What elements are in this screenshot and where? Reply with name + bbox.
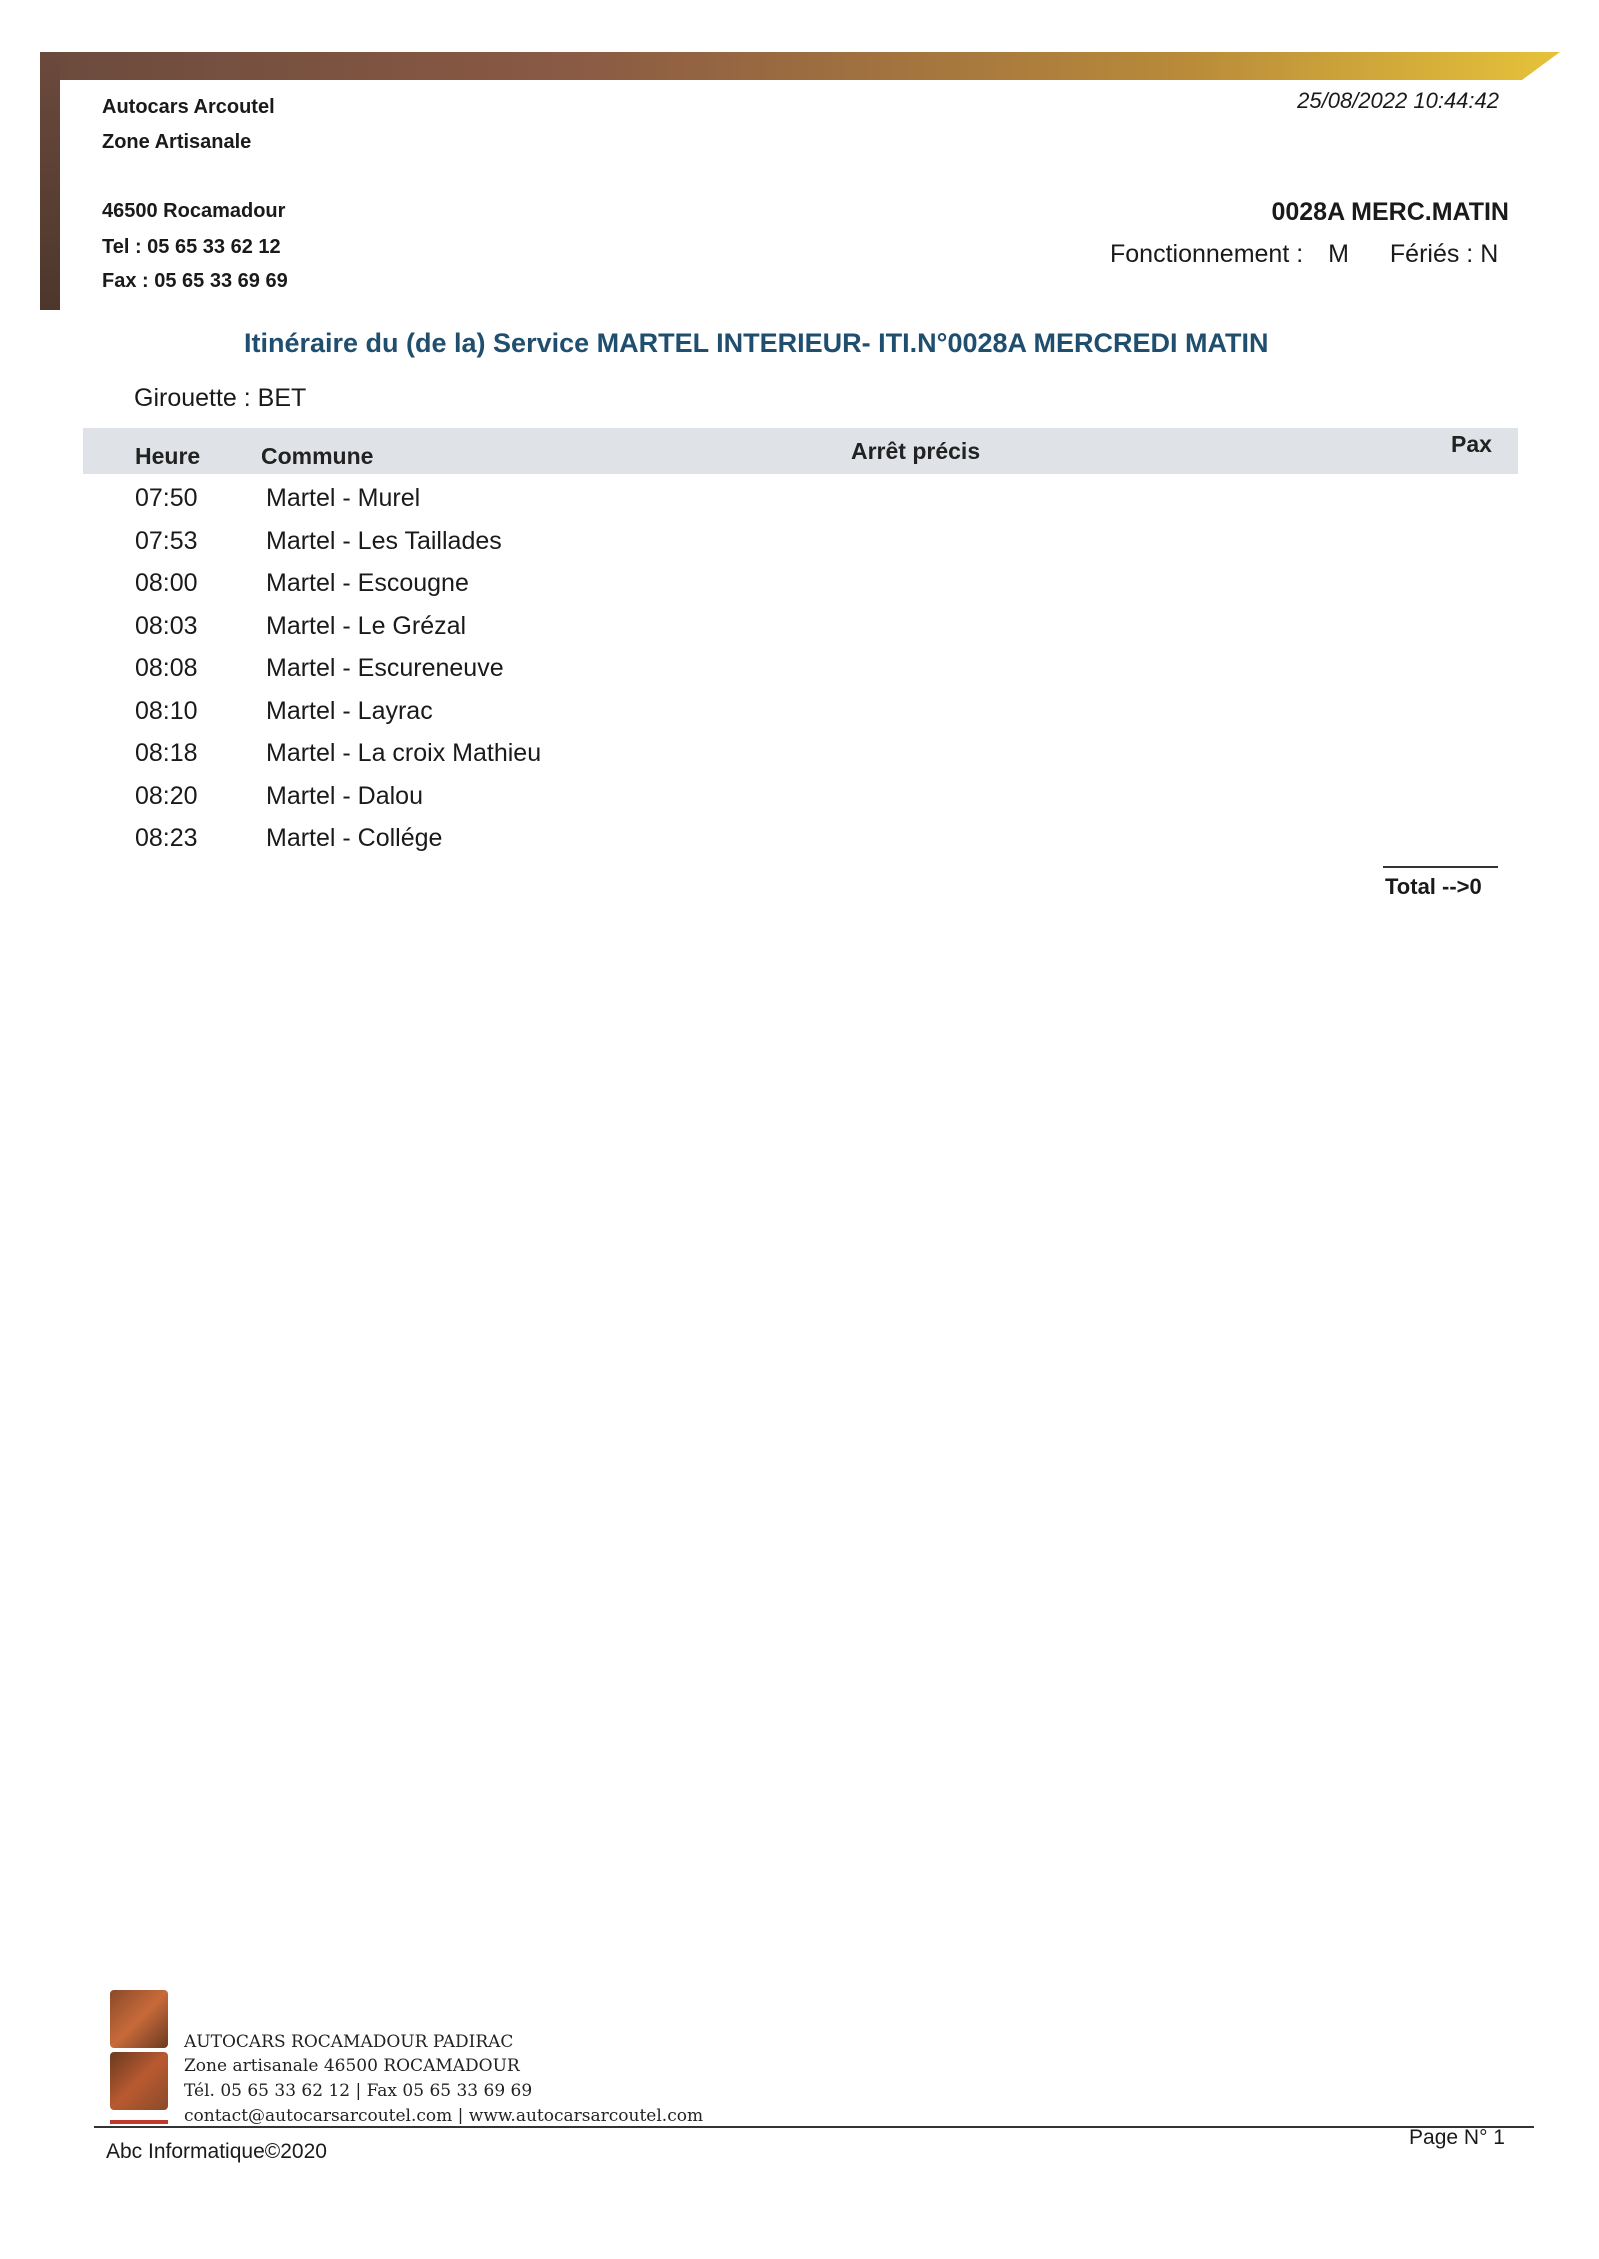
- page-number: Page N° 1: [1409, 2126, 1505, 2149]
- total: Total -->0: [1385, 874, 1482, 899]
- row-heure: 08:10: [135, 696, 198, 725]
- fonctionnement-line: [1110, 240, 1498, 269]
- girouette: Girouette : BET: [134, 384, 307, 412]
- header-color-band: [40, 52, 1560, 80]
- fonctionnement-value: M: [1328, 240, 1349, 268]
- print-datetime: 25/08/2022 10:44:42: [1297, 88, 1499, 113]
- company-tel: Tel : 05 65 33 62 12: [102, 236, 281, 258]
- row-heure: 08:23: [135, 824, 198, 852]
- company-fax: Fax : 05 65 33 69 69: [102, 270, 288, 292]
- company-name: Autocars Arcoutel: [102, 96, 275, 118]
- row-heure: 07:53: [135, 526, 198, 555]
- row-heure: 08:03: [135, 611, 198, 640]
- coach-logo-icon: [110, 2052, 168, 2110]
- total-rule: [1383, 866, 1498, 868]
- company-zone: Zone Artisanale: [102, 131, 252, 153]
- row-commune: Martel - La croix Mathieu: [266, 739, 542, 767]
- header-side-band: [40, 52, 60, 310]
- feries-value: Fériés : N: [1389, 240, 1499, 268]
- bus-logo-icon: [110, 1990, 168, 2048]
- company-postal-city: 46500 Rocamadour: [102, 200, 286, 222]
- footer-rule: [94, 2126, 1534, 2128]
- row-commune: Martel - Collége: [266, 824, 443, 852]
- copyright: Abc Informatique©2020: [106, 2140, 327, 2163]
- fonctionnement-label: Fonctionnement :: [1110, 240, 1304, 268]
- col-arret-precis: Arrêt précis: [851, 438, 981, 464]
- logo-accent: [110, 2120, 168, 2124]
- row-commune: Martel - Les Taillades: [266, 526, 502, 555]
- row-commune: Martel - Dalou: [266, 781, 423, 810]
- footer-company: AUTOCARS ROCAMADOUR PADIRAC: [184, 2032, 514, 2052]
- row-commune: Martel - Murel: [266, 484, 421, 512]
- title-service-name: MARTEL INTERIEUR- ITI.N°0028A MERCREDI MATIN: [596, 328, 1269, 358]
- row-commune: Martel - Le Grézal: [266, 611, 467, 640]
- col-commune: Commune: [261, 443, 374, 469]
- row-commune: Martel - Escougne: [266, 569, 469, 597]
- service-code: 0028A MERC.MATIN: [1271, 198, 1509, 226]
- col-heure: Heure: [135, 443, 201, 469]
- row-heure: 08:08: [135, 654, 198, 682]
- title-prefix: Itinéraire du (de la) Service: [244, 328, 590, 358]
- table-header: [83, 428, 1518, 474]
- page-title: [244, 328, 1269, 359]
- row-commune: Martel - Escureneuve: [266, 654, 504, 682]
- row-heure: 08:18: [135, 739, 198, 767]
- footer-contact: contact@autocarsarcoutel.com | www.autocarsarcoutel.com: [184, 2106, 704, 2124]
- row-heure: 07:50: [135, 484, 198, 512]
- footer-phone: Tél. 05 65 33 62 12 | Fax 05 65 33 69 69: [184, 2081, 533, 2101]
- footer-address: Zone artisanale 46500 ROCAMADOUR: [184, 2056, 520, 2076]
- row-commune: Martel - Layrac: [266, 696, 433, 725]
- row-heure: 08:20: [135, 781, 198, 810]
- row-heure: 08:00: [135, 569, 198, 597]
- col-pax: Pax: [1451, 431, 1492, 457]
